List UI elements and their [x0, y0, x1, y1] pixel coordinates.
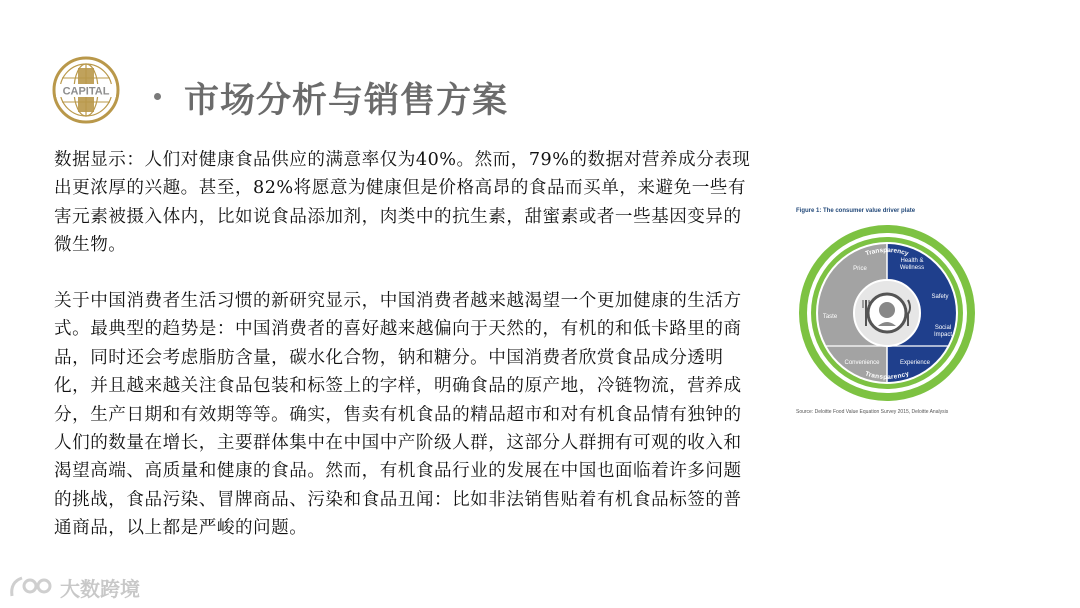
value-driver-plate: [796, 222, 978, 404]
segment-health-1: Health &: [900, 258, 924, 264]
segment-social-2: Impact: [933, 332, 953, 338]
figure-title: Figure 1: The consumer value driver plate: [796, 208, 916, 214]
watermark-text: 大数跨境: [60, 576, 140, 601]
title-bullet: [154, 93, 161, 100]
segment-convenience: Convenience: [844, 360, 880, 366]
segment-price: Price: [853, 266, 867, 272]
segment-experience: Experience: [899, 360, 931, 366]
logo-text: CAPITAL: [62, 85, 110, 98]
segment-taste: Taste: [822, 314, 838, 320]
watermark-logo-icon: [8, 572, 54, 602]
ring-label-top: Transparency: [864, 246, 910, 258]
paragraph-satisfaction: 数据显示：人们对健康食品供应的满意率仅为40%。然而，79%的数据对营养成分表现出更浓厚的兴趣。甚至，82%将愿意为健康但是价格高昂的食品而买单，来避免一些有害元素被摄入体内，比如说食品添加剂，肉类中的抗生素，甜蜜素或者一些基因变异的微生物。: [54, 150, 751, 256]
watermark: [8, 570, 140, 604]
segment-safety: Safety: [931, 294, 949, 300]
figure-source: Source: Deloitte Food Value Equation Survey 2015, Deloitte Analysis: [796, 409, 949, 415]
consumer-value-figure: [796, 208, 978, 422]
segment-health-2: Wellness: [899, 265, 925, 271]
page-title: 市场分析与销售方案: [184, 81, 509, 121]
paragraph-consumer-habits: 关于中国消费者生活习惯的新研究显示，中国消费者越来越渴望一个更加健康的生活方式。最典型的趋势是：中国消费者的喜好越来越偏向于天然的，有机的和低卡路里的商品，同时还会考虑脂肪含量，碳水化合物，钠和糖分。中国消费者欣赏食品成分透明化，并且越来越关注食品包装和标签上的字样，明确食品的原产地，冷链物流，营养成分，生产日期和有效期等等。确实，售卖有机食品的精品超市和对有机食品情有独钟的人们的数量在增长，主要群体集中在中国中产阶级人群，这部分人群拥有可观的收入和渴望高端、高质量和健康的食品。然而，有机食品行业的发展在中国也面临着许多问题的挑战，食品污染、冒牌商品、污染和食品丑闻：比如非法销售贴着有机食品标签的普通商品，以上都是严峻的问题。: [54, 291, 742, 539]
ring-label-bottom: Transparency: [864, 370, 910, 382]
segment-social-1: Social: [934, 325, 952, 331]
capital-logo: [52, 56, 120, 124]
